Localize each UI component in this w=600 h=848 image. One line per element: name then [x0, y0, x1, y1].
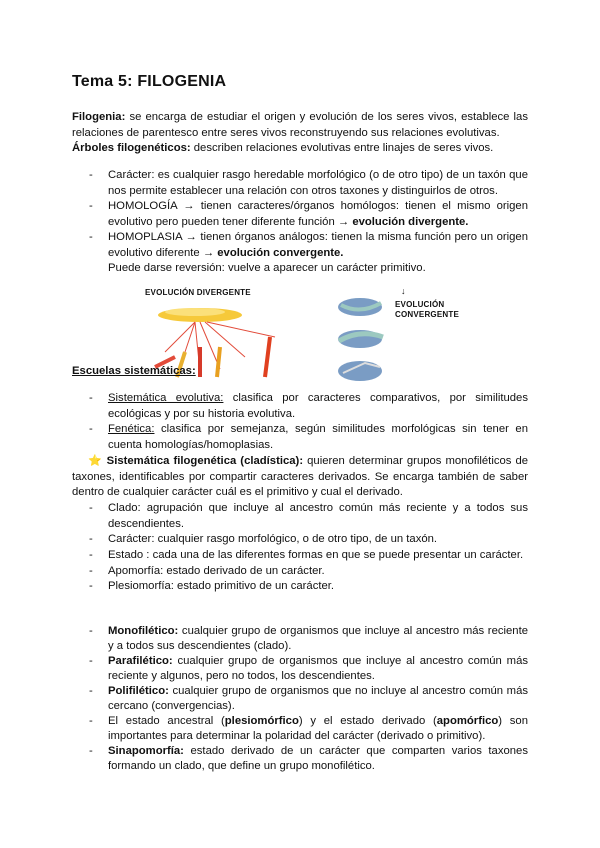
- list-item: - Parafilético: cualquier grupo de organismos que incluye al ancestro común más reciente y algunos, pero no todos, los descendientes.: [72, 654, 528, 684]
- list-item: - Sistemática evolutiva: clasifica por caracteres comparativos, por similitudes ecológicas y por su historia evolutiva.: [72, 391, 528, 422]
- schools-list: [72, 391, 528, 595]
- groups-list: [72, 624, 528, 774]
- figure-caption: EVOLUCIÓN DIVERGENTE: [145, 288, 251, 297]
- star-icon: ⭐: [88, 454, 103, 467]
- list-item: - Monofilético: cualquier grupo de organismos que incluye al ancestro más reciente y a todos sus descendientes (clado).: [72, 624, 528, 654]
- term: Filogenia:: [72, 111, 126, 123]
- down-arrow-icon: ↓: [401, 286, 406, 296]
- section-heading: Escuelas sistemáticas:: [72, 365, 196, 377]
- list-item: - HOMOLOGÍA → tienen caracteres/órganos homólogos: tienen el mismo origen evolutivo pero pueden tener diferente función → evolución divergente.: [72, 199, 528, 230]
- list-item: - Polifilético: cualquier grupo de organismos que no incluye al ancestro común más cercano (convergencias).: [72, 684, 528, 714]
- definition: describen relaciones evolutivas entre linajes de seres vivos.: [190, 142, 494, 154]
- list-item: - HOMOPLASIA → tienen órganos análogos: tienen la misma función pero un origen evolutivo diferente → evolución convergente. Puede darse reversión: vuelve a aparecer un carácter primitivo.: [72, 230, 528, 277]
- cladistics-paragraph: ⭐ Sistemática filogenética (cladística): quieren determinar grupos monofiléticos de taxones, identificables por compartir caracteres derivados. Se encarga también de saber dentro de cualquier carácter cuál es el primitivo y cual el derivado.: [72, 454, 529, 499]
- page-title: Tema 5: FILOGENIA: [72, 73, 227, 90]
- list-item: - Sinapomorfía: estado derivado de un carácter que comparten varios taxones formando un clado, que define un grupo monofilético.: [72, 744, 528, 774]
- list-item: - Carácter: es cualquier rasgo heredable morfológico (o de otro tipo) de un taxón que nos permite establecer una relación con otros taxones y distinguirlos de otros.: [72, 168, 528, 199]
- list-item: - Fenética: clasifica por semejanza, según similitudes morfológicas sin tener en cuenta homologías/homoplasias.: [72, 422, 528, 453]
- term: Árboles filogenéticos:: [72, 142, 191, 154]
- list-item: - Estado : cada una de las diferentes formas en que se puede presentar un carácter.: [72, 548, 528, 564]
- concepts-list: [72, 168, 528, 277]
- convergent-caption: EVOLUCIÓN CONVERGENTE: [395, 300, 459, 319]
- list-item: - Carácter: cualquier rasgo morfológico, o de otro tipo, de un taxón.: [72, 532, 528, 548]
- list-item: - El estado ancestral (plesiomórfico) y el estado derivado (apomórfico) son importantes para determinar la polaridad del carácter (derivado o primitivo).: [72, 714, 528, 744]
- definition: se encarga de estudiar el origen y evolución de los seres vivos, establece las relaciones de parentesco entre seres vivos reconstruyendo sus relaciones evolutivas.: [72, 111, 528, 139]
- intro-paragraph: [72, 110, 528, 157]
- list-item: - Plesiomorfía: estado primitivo de un carácter.: [72, 579, 528, 595]
- list-item: - Apomorfía: estado derivado de un carácter.: [72, 564, 528, 580]
- list-item: - Clado: agrupación que incluye al ancestro común más reciente y a todos sus descendientes.: [72, 501, 528, 532]
